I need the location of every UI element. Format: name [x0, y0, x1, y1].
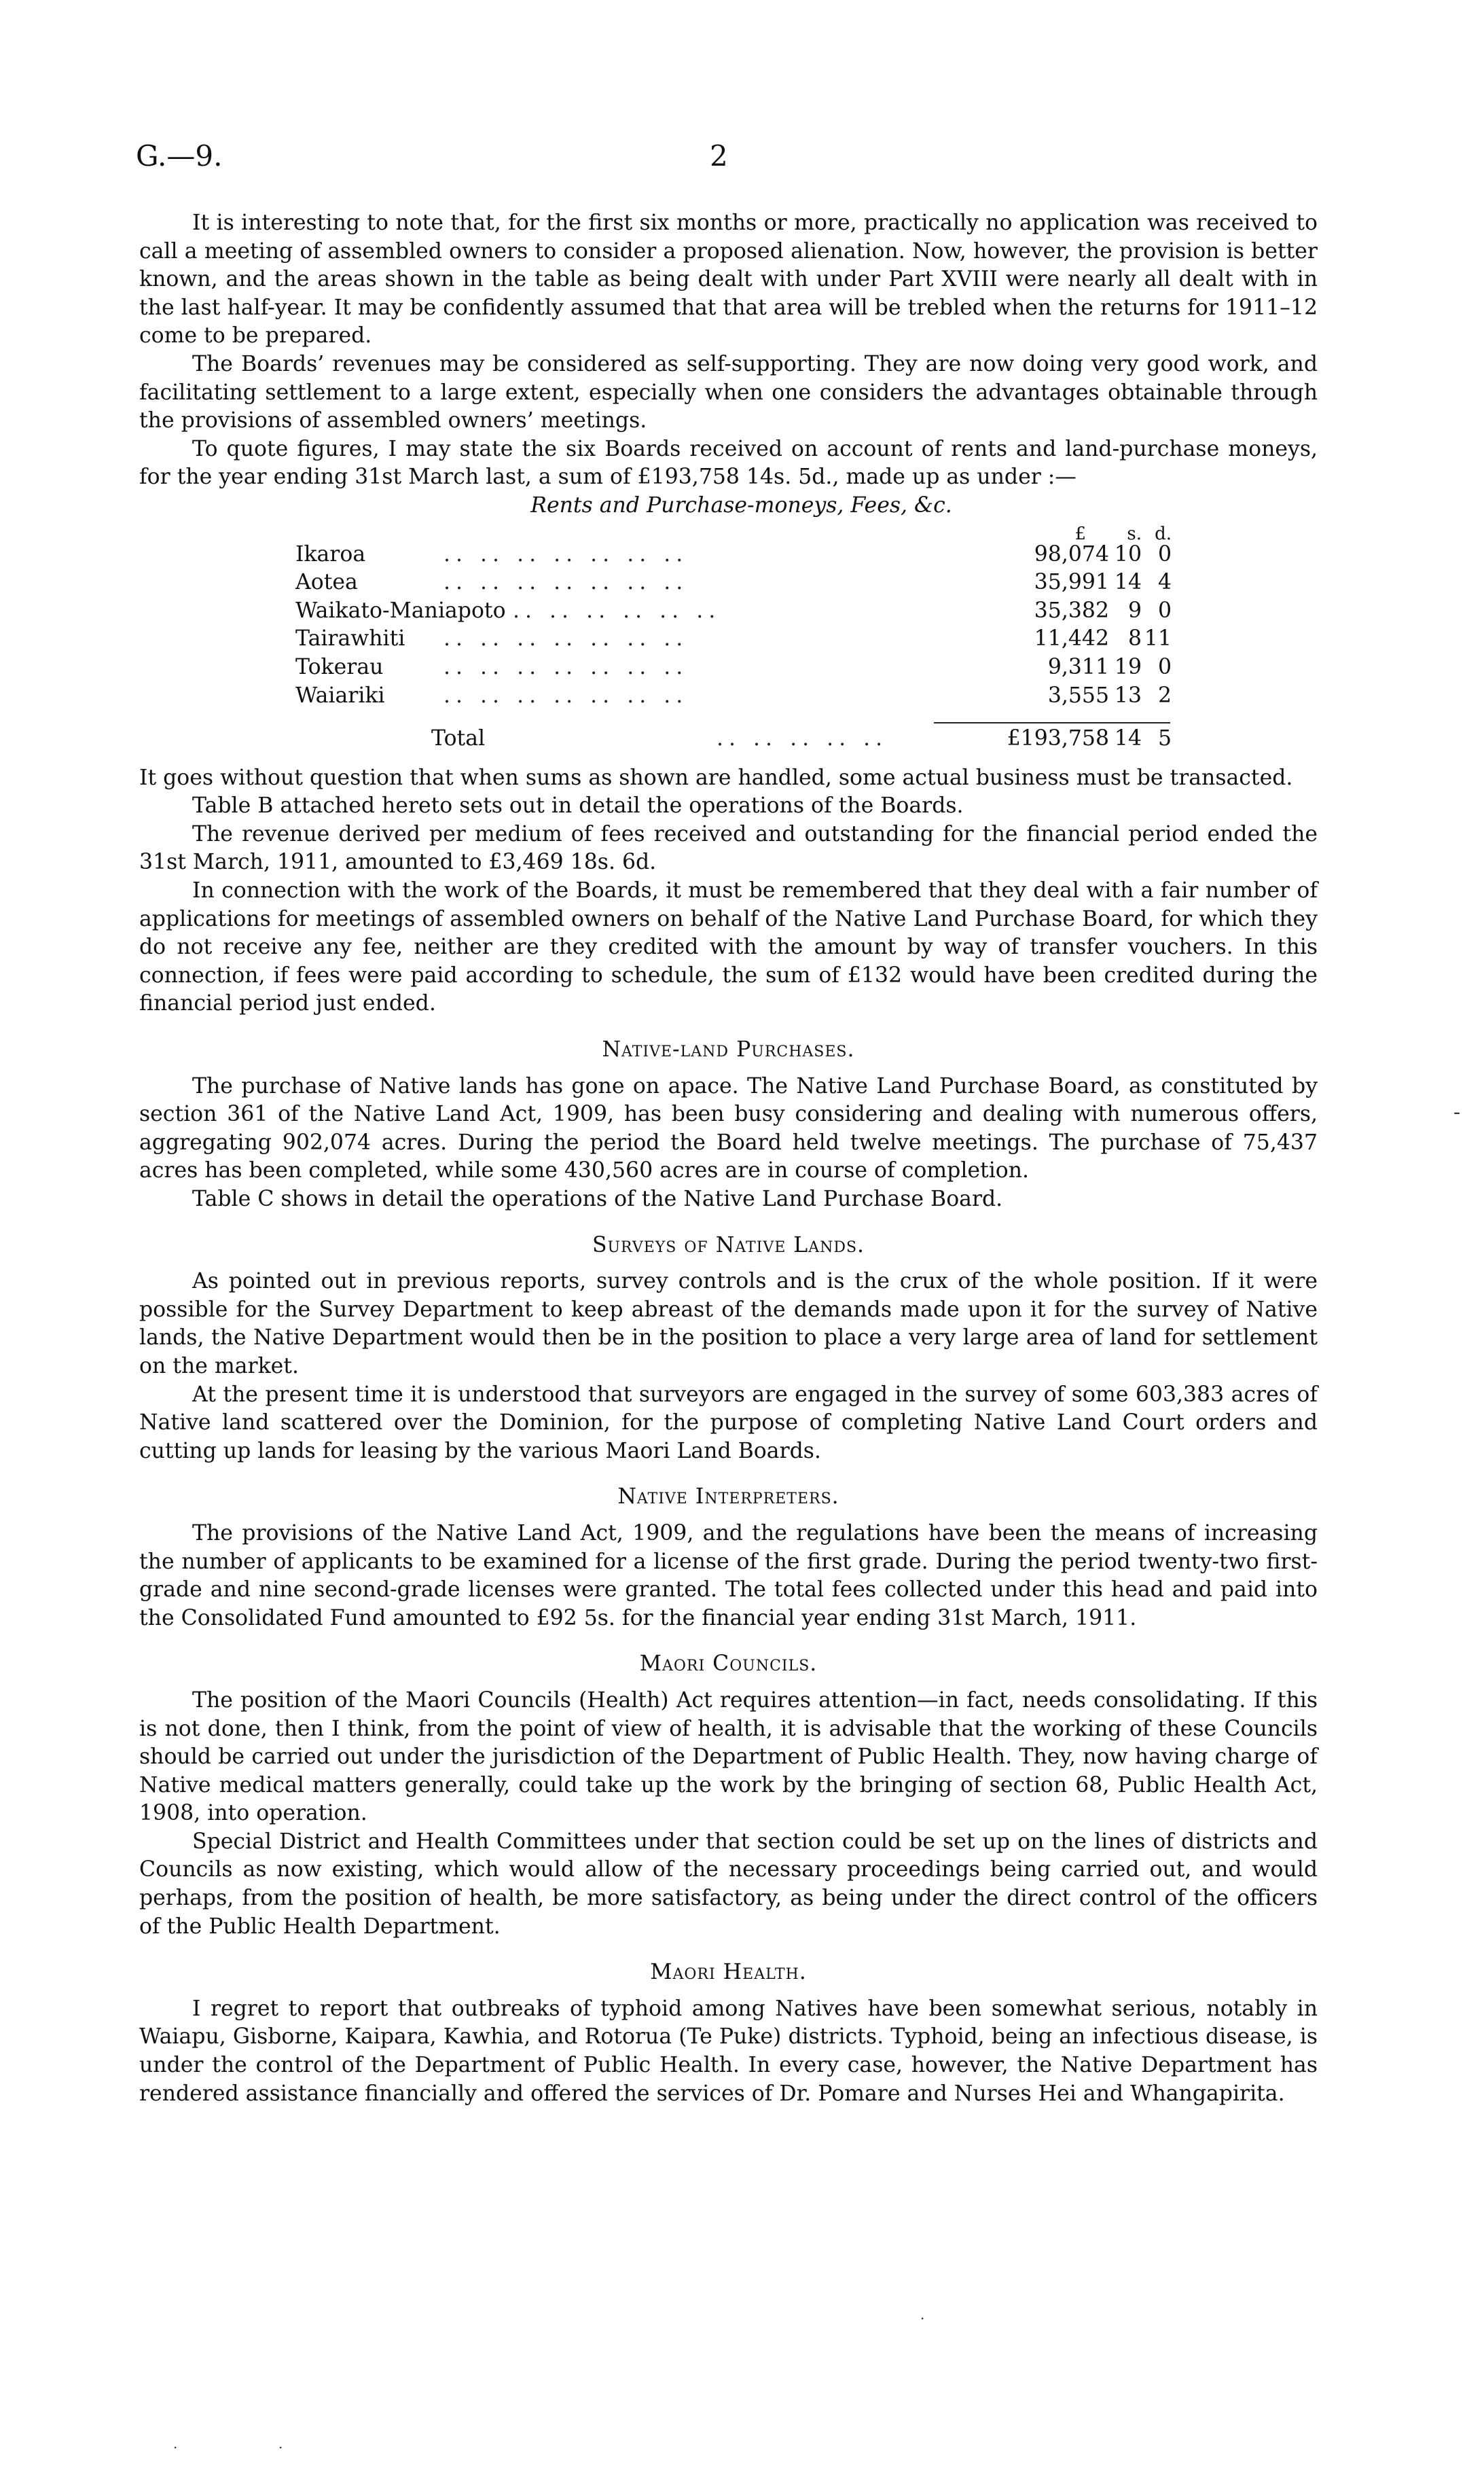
total-pounds: £193,758	[1007, 726, 1109, 751]
total-label: Total	[431, 726, 486, 751]
leader-dots: .. .. .. .. .. ..	[513, 598, 721, 623]
paragraph: In connection with the work of the Boards, it must be remembered that they deal with a fair number of applications for meetings of assembled owners on behalf of the Native Land Purchase Board, for which they do not receive any fee, neither are they credited with the amount by way of transfer vouchers. In this connection, if fees were paid according to schedule, the sum of £132 would have been credited during the financial period just ended.	[139, 878, 1318, 1016]
leader-dots: .. .. .. .. .. .. ..	[444, 654, 689, 679]
amount-pounds: 9,311	[1047, 654, 1109, 679]
amount-pounds: 35,382	[1034, 598, 1109, 623]
amount-pence: 0	[1157, 541, 1172, 567]
document-reference: G.—9.	[136, 139, 223, 173]
amount-shillings: 10	[1114, 541, 1142, 567]
section-heading: Native Interpreters.	[617, 1484, 839, 1509]
amount-shillings: 13	[1114, 683, 1142, 708]
paragraph: Table C shows in detail the operations of the Native Land Purchase Board.	[192, 1187, 1003, 1211]
page-number: 2	[710, 139, 728, 173]
table-row	[295, 654, 1172, 682]
amount-shillings: 8	[1127, 626, 1142, 651]
amount-pounds: 98,074	[1034, 541, 1109, 567]
amount-pence: 11	[1144, 626, 1172, 651]
unit-pounds: £	[1074, 523, 1086, 544]
amount-pounds: 35,991	[1034, 570, 1109, 595]
section-heading: Native-land Purchases.	[602, 1037, 855, 1062]
table-row	[295, 625, 1172, 654]
table-row	[295, 597, 1172, 626]
leader-dots: .. .. .. .. .. .. ..	[444, 683, 689, 708]
paragraph: To quote figures, I may state the six Boards received on account of rents and land-purchase moneys, for the year ending 31st March last, a sum of £193,758 14s. 5d., made up as under :—	[139, 436, 1318, 490]
paragraph: It is interesting to note that, for the first six months or more, practically no application was received to call a meeting of assembled owners to consider a proposed alienation. Now, however, the provision is better known, and the areas shown in the table as being dealt with under Part XVIII were nearly all dealt with in the last half-year. It may be confidently assumed that that area will be trebled when the returns for 1911–12 come to be prepared.	[139, 211, 1318, 348]
amount-pence: 0	[1157, 598, 1172, 623]
leader-dots: .. .. .. .. ..	[717, 726, 888, 751]
section-heading: Maori Councils.	[639, 1651, 818, 1677]
amount-shillings: 9	[1127, 598, 1142, 623]
paragraph: At the present time it is understood that surveyors are engaged in the survey of some 603,383 acres of Native land scattered over the Dominion, for the purpose of completing Native Land Court orders and cutting up lands for leasing by the various Maori Land Boards.	[139, 1382, 1318, 1463]
board-name: Waiariki	[295, 683, 385, 708]
paragraph: The Boards’ revenues may be considered as self-supporting. They are now doing very good work, and facilitating settlement to a large extent, especially when one considers the advantages obtainable through the provisions of assembled owners’ meetings.	[139, 351, 1318, 433]
amount-pence: 2	[1157, 683, 1172, 708]
amount-pence: 4	[1157, 570, 1172, 595]
paragraph: The provisions of the Native Land Act, 1909, and the regulations have been the means of increasing the number of applicants to be examined for a license of the first grade. During the period twenty-two first-grade and nine second-grade licenses were granted. The total fees collected under this head and paid into the Consolidated Fund amounted to £92 5s. for the financial year ending 31st March, 1911.	[139, 1520, 1318, 1630]
table-row	[295, 541, 1172, 569]
speck-mark: .	[920, 2306, 925, 2323]
leader-dots: .. .. .. .. .. .. ..	[444, 541, 689, 567]
document-body	[139, 209, 1318, 2108]
board-name: Tokerau	[295, 654, 384, 679]
amount-pence: 0	[1157, 654, 1172, 679]
paragraph: As pointed out in previous reports, survey controls and is the crux of the whole position. If it were possible for the Survey Department to keep abreast of the demands made upon it for the survey of Native lands, the Native Department would then be in the position to place a very large area of land for settlement on the market.	[139, 1269, 1318, 1378]
leader-dots: .. .. .. .. .. .. ..	[444, 570, 689, 595]
total-shillings: 14	[1114, 726, 1142, 751]
table-units-row	[295, 520, 1172, 544]
speck-mark: .	[173, 2435, 178, 2452]
leader-dots: .. .. .. .. .. .. ..	[444, 626, 689, 651]
paragraph: I regret to report that outbreaks of typhoid among Natives have been somewhat serious, notably in Waiapu, Gisborne, Kaipara, Kawhia, and Rotorua (Te Puke) districts. Typhoid, being an infectious disease, is under the control of the Department of Public Health. In every case, however, the Native Department has rendered assistance financially and offered the services of Dr. Pomare and Nurses Hei and Whangapirita.	[139, 1996, 1318, 2106]
speck-mark: .	[278, 2435, 283, 2452]
amount-pounds: 3,555	[1047, 683, 1109, 708]
paragraph: The position of the Maori Councils (Health) Act requires attention—in fact, needs consolidating. If this is not done, then I think, from the point of view of health, it is advisable that the working of these Councils should be carried out under the jurisdiction of the Department of Public Health. They, now having charge of Native medical matters generally, could take up the work by the bringing of section 68, Public Health Act, 1908, into operation.	[139, 1687, 1318, 1826]
amount-shillings: 14	[1114, 570, 1142, 595]
paragraph: The purchase of Native lands has gone on apace. The Native Land Purchase Board, as constituted by section 361 of the Native Land Act, 1909, has been busy considering and dealing with numerous offers, aggregating 902,074 acres. During the period the Board held twelve meetings. The purchase of 75,437 acres has been completed, while some 430,560 acres are in course of completion.	[139, 1073, 1318, 1183]
table-title: Rents and Purchase-moneys, Fees, &c.	[530, 493, 952, 518]
board-name: Tairawhiti	[295, 626, 405, 651]
revenue-table	[295, 520, 1172, 753]
board-name: Ikaroa	[295, 541, 366, 567]
section-heading: Surveys of Native Lands.	[592, 1232, 865, 1257]
page-header	[136, 139, 1331, 180]
amount-pounds: 11,442	[1034, 626, 1109, 651]
unit-shillings: s.	[1127, 523, 1142, 544]
paragraph: The revenue derived per medium of fees received and outstanding for the financial period ended the 31st March, 1911, amounted to £3,469 18s. 6d.	[139, 821, 1318, 875]
paragraph: Table B attached hereto sets out in detail the operations of the Boards.	[192, 793, 964, 819]
paragraph: Special District and Health Committees under that section could be set up on the lines of districts and Councils as now existing, which would allow of the necessary proceedings being carried out, and would perhaps, from the position of health, be more satisfactory, as being under the direct control of the officers of the Public Health Department.	[139, 1829, 1318, 1939]
amount-shillings: 19	[1114, 654, 1142, 679]
section-heading: Maori Health.	[650, 1960, 807, 1985]
board-name: Aotea	[295, 570, 358, 595]
unit-pence: d.	[1155, 523, 1172, 544]
table-total-row	[295, 725, 1172, 753]
total-pence: 5	[1157, 726, 1172, 751]
table-row	[295, 569, 1172, 597]
paragraph: It goes without question that when sums as shown are handled, some actual business must be transacted.	[139, 765, 1293, 790]
total-rule	[934, 722, 1170, 723]
board-name: Waikato-Maniapoto	[295, 598, 506, 623]
margin-mark: -	[1453, 1101, 1461, 1124]
table-row	[295, 682, 1172, 711]
